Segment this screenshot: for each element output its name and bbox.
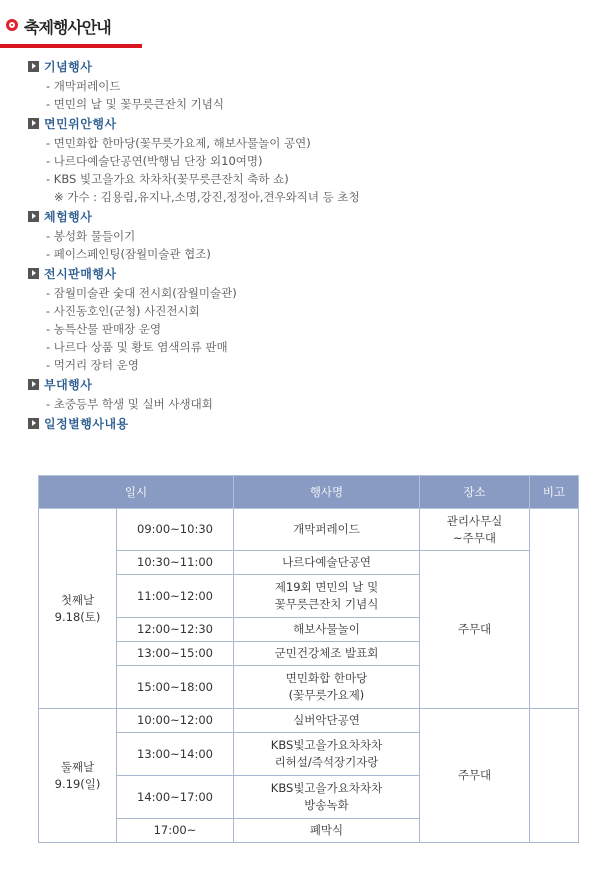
time-cell: 12:00~12:30	[117, 618, 234, 642]
arrow-bullet-icon	[28, 268, 39, 279]
list-item: - 잠월미술관 숯대 전시회(잠월미술관)	[46, 286, 237, 300]
list-item: - 나르다예술단공연(박행님 단장 외10여명)	[46, 154, 263, 168]
section-residents-entertainment	[28, 115, 588, 206]
arrow-bullet-icon	[28, 61, 39, 72]
list-item: - 개막퍼레이드	[46, 79, 121, 93]
list-item: - 면민화합 한마당(꽃무릇가요제, 해보사물놀이 공연)	[46, 136, 311, 150]
target-bullet-icon	[6, 19, 18, 31]
section-title: 일정별행사내용	[44, 417, 129, 431]
section-side-events	[28, 376, 588, 413]
list-item: - 면민의 날 및 꽃무릇큰잔치 기념식	[46, 97, 224, 111]
header-event: 행사명	[234, 476, 420, 509]
list-item: - 농특산물 판매장 운영	[46, 322, 162, 336]
event-cell: 나르다예술단공연	[234, 551, 420, 575]
schedule-table	[38, 475, 579, 843]
day-cell: 첫째날 9.18(토)	[39, 509, 117, 709]
arrow-bullet-icon	[28, 211, 39, 222]
place-cell: 관리사무실 ~주무대	[420, 509, 530, 551]
section-schedule	[28, 415, 588, 434]
event-cell: 제19회 면민의 날 및 꽃무릇큰잔치 기념식	[234, 575, 420, 618]
section-list	[28, 58, 588, 436]
title-underline	[0, 44, 142, 48]
header-place: 장소	[420, 476, 530, 509]
table-row	[39, 509, 579, 551]
list-note: ※ 가수 : 김용림,유지나,소명,강진,정정아,견우와직녀 등 초청	[54, 190, 360, 204]
note-cell	[530, 709, 579, 843]
event-cell: 해보사물놀이	[234, 618, 420, 642]
section-commemoration	[28, 58, 588, 113]
arrow-bullet-icon	[28, 379, 39, 390]
table-row	[39, 709, 579, 733]
arrow-bullet-icon	[28, 118, 39, 129]
section-title: 면민위안행사	[44, 117, 117, 131]
time-cell: 15:00~18:00	[117, 666, 234, 709]
time-cell: 17:00~	[117, 819, 234, 843]
note-cell	[530, 509, 579, 709]
section-title: 부대행사	[44, 378, 93, 392]
time-cell: 14:00~17:00	[117, 776, 234, 819]
page-header	[0, 10, 142, 48]
section-exhibition-sales	[28, 265, 588, 374]
list-item: - 나르다 상품 및 황토 염색의류 판매	[46, 340, 228, 354]
page-title: 축제행사안내	[24, 18, 111, 37]
time-cell: 09:00~10:30	[117, 509, 234, 551]
header-date: 일시	[39, 476, 234, 509]
table-row	[39, 551, 579, 575]
place-cell: 주무대	[420, 709, 530, 843]
time-cell: 10:00~12:00	[117, 709, 234, 733]
list-item: - 초중등부 학생 및 실버 사생대회	[46, 397, 213, 411]
header-note: 비고	[530, 476, 579, 509]
section-title: 체험행사	[44, 210, 93, 224]
section-title: 기념행사	[44, 60, 93, 74]
event-cell: 폐막식	[234, 819, 420, 843]
list-item: - 사진동호인(군청) 사진전시회	[46, 304, 200, 318]
time-cell: 13:00~15:00	[117, 642, 234, 666]
time-cell: 11:00~12:00	[117, 575, 234, 618]
event-cell: 군민건강체조 발표회	[234, 642, 420, 666]
event-cell: 개막퍼레이드	[234, 509, 420, 551]
list-item: - 먹거리 장터 운영	[46, 358, 139, 372]
day-cell: 둘째날 9.19(일)	[39, 709, 117, 843]
list-item: - 페이스페인팅(잠월미술관 협조)	[46, 247, 211, 261]
section-experience	[28, 208, 588, 263]
time-cell: 10:30~11:00	[117, 551, 234, 575]
event-cell: KBS빛고을가요차차차 리허설/즉석장기자랑	[234, 733, 420, 776]
list-item: - KBS 빛고을가요 차차차(꽃무릇큰잔치 축하 쇼)	[46, 172, 289, 186]
place-cell: 주무대	[420, 551, 530, 709]
event-cell: KBS빛고을가요차차차 방송녹화	[234, 776, 420, 819]
list-item: - 봉성화 물들이기	[46, 229, 136, 243]
arrow-bullet-icon	[28, 418, 39, 429]
event-cell: 면민화합 한마당 (꽃무릇가요제)	[234, 666, 420, 709]
section-title: 전시판매행사	[44, 267, 117, 281]
table-header-row	[39, 476, 579, 509]
time-cell: 13:00~14:00	[117, 733, 234, 776]
event-cell: 실버악단공연	[234, 709, 420, 733]
